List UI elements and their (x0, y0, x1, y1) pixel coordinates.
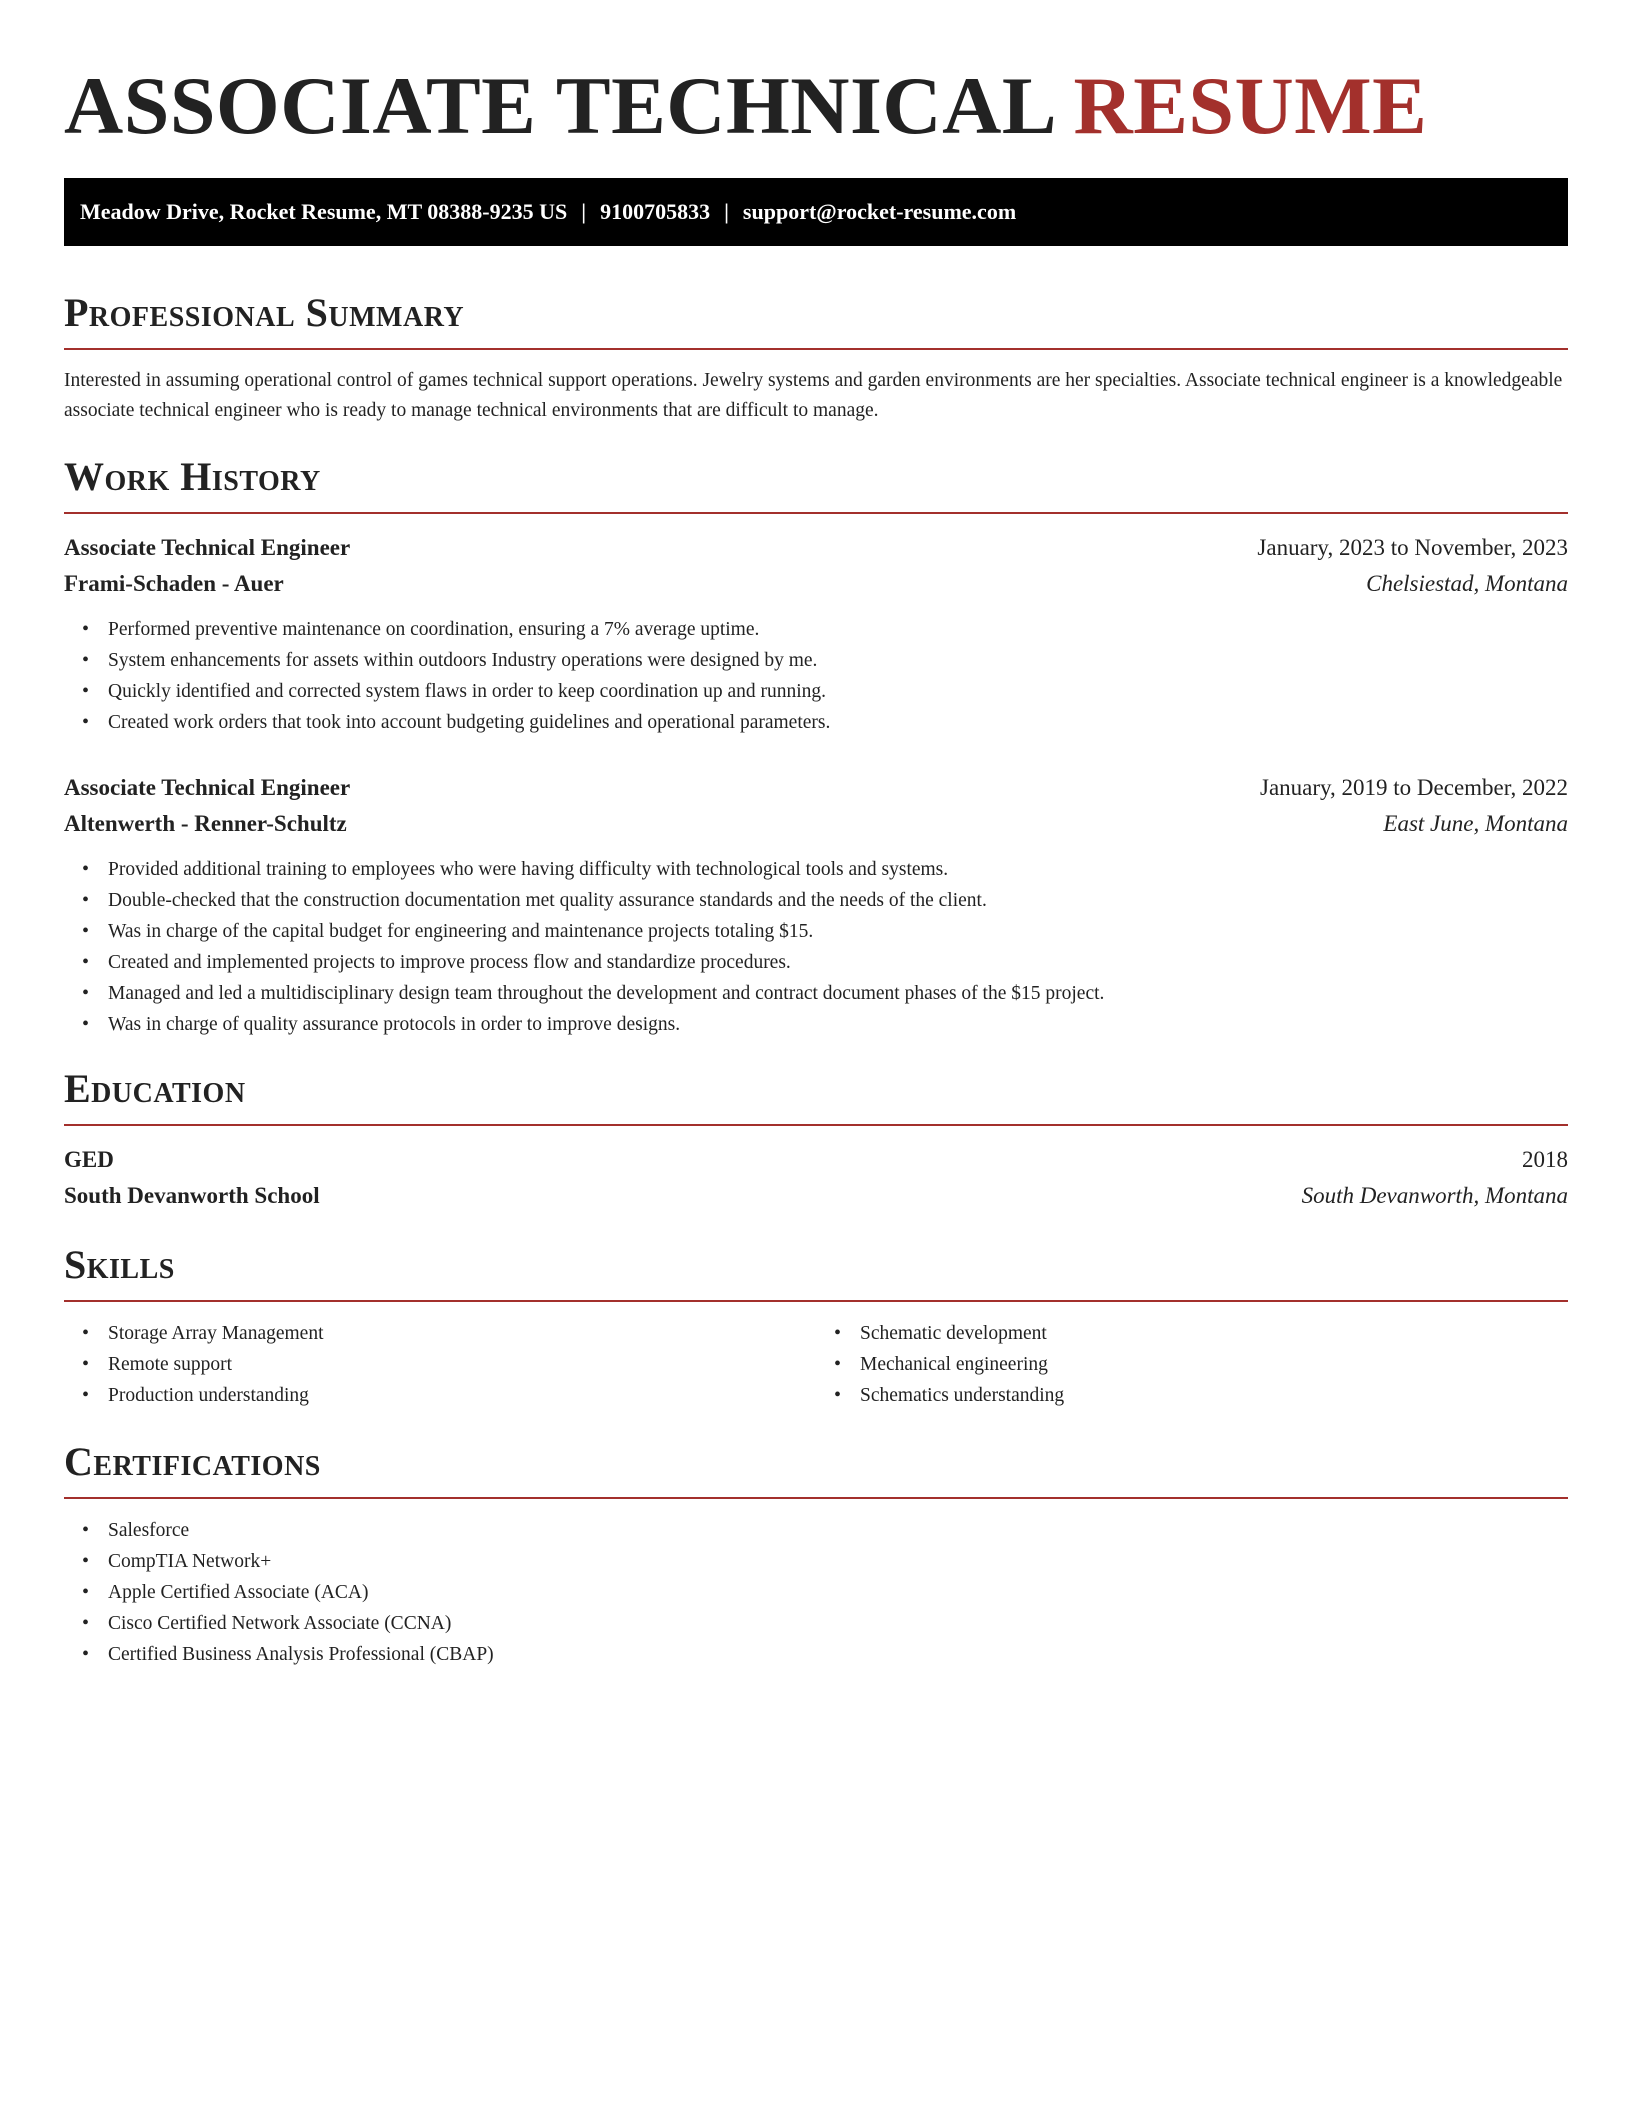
list-item: • Storage Array Management (108, 1318, 816, 1349)
contact-bar (64, 178, 1568, 246)
list-item: • Was in charge of quality assurance protocols in order to improve designs. (108, 1009, 1568, 1040)
section-heading: Professional Summary (64, 288, 1568, 350)
title-accent: RESUME (1073, 60, 1428, 151)
section-heading: Education (64, 1064, 1568, 1126)
summary-section (64, 288, 1568, 426)
job-company-row (64, 806, 1568, 842)
list-item: • Cisco Certified Network Associate (CCNA) (108, 1608, 1568, 1639)
list-item: • Certified Business Analysis Professional (CBAP) (108, 1639, 1568, 1670)
resume-title (64, 56, 1568, 156)
list-item: • Apple Certified Associate (ACA) (108, 1577, 1568, 1608)
list-item: • System enhancements for assets within outdoors Industry operations were designed by me. (108, 645, 1568, 676)
list-item: • Quickly identified and corrected system flaws in order to keep coordination up and running. (108, 676, 1568, 707)
contact-email: support@rocket-resume.com (742, 199, 1017, 224)
job-header-row (64, 530, 1568, 566)
job-header-row (64, 770, 1568, 806)
certifications-list (64, 1515, 1568, 1670)
work-history-section (64, 452, 1568, 1040)
list-item: • Schematics understanding (860, 1380, 1568, 1411)
job-title: Associate Technical Engineer (64, 535, 351, 560)
list-item: • Was in charge of the capital budget for engineering and maintenance projects totaling $15. (108, 916, 1568, 947)
list-item: • Production understanding (108, 1380, 816, 1411)
summary-text: Interested in assuming operational control of games technical support operations. Jewelry systems and garden environments are her specialties. Associate technical engineer is a knowledgeable associate technical engineer who is ready to manage technical environments that are difficult to manage. (64, 370, 1563, 421)
list-item: • Managed and led a multidisciplinary design team throughout the development and contract document phases of the $15 project. (108, 978, 1568, 1009)
education-degree: GED (64, 1147, 114, 1172)
contact-address: Meadow Drive, Rocket Resume, MT 08388-9235 US (80, 199, 568, 224)
job-company: Frami-Schaden - Auer (64, 571, 284, 596)
list-item: • Provided additional training to employees who were having difficulty with technological tools and systems. (108, 854, 1568, 885)
education-degree-row (64, 1142, 1568, 1178)
list-item: • Schematic development (860, 1318, 1568, 1349)
education-section (64, 1064, 1568, 1214)
job-company-row (64, 566, 1568, 602)
education-location: South Devanworth, Montana (1301, 1183, 1568, 1208)
job-dates: January, 2023 to November, 2023 (1257, 535, 1568, 560)
list-item: • Remote support (108, 1349, 816, 1380)
contact-phone: 9100705833 (600, 199, 711, 224)
skills-column-left (64, 1318, 816, 1411)
list-item: • Created and implemented projects to improve process flow and standardize procedures. (108, 947, 1568, 978)
list-item: • Mechanical engineering (860, 1349, 1568, 1380)
list-item: • Salesforce (108, 1515, 1568, 1546)
job-bullets (64, 614, 1568, 738)
contact-separator: | (581, 199, 587, 224)
skills-grid (64, 1318, 1568, 1411)
job-dates: January, 2019 to December, 2022 (1260, 775, 1568, 800)
job-location: East June, Montana (1383, 811, 1568, 836)
skills-column-right (816, 1318, 1568, 1411)
list-item: • CompTIA Network+ (108, 1546, 1568, 1577)
job-entry (64, 770, 1568, 1040)
education-entry (64, 1142, 1568, 1214)
section-heading: Skills (64, 1240, 1568, 1302)
skills-section (64, 1240, 1568, 1411)
education-school-row (64, 1178, 1568, 1214)
list-item: • Performed preventive maintenance on coordination, ensuring a 7% average uptime. (108, 614, 1568, 645)
section-heading: Certifications (64, 1437, 1568, 1499)
certifications-section (64, 1437, 1568, 1670)
list-item: • Created work orders that took into account budgeting guidelines and operational parameters. (108, 707, 1568, 738)
list-item: • Double-checked that the construction documentation met quality assurance standards and the needs of the client. (108, 885, 1568, 916)
job-company: Altenwerth - Renner-Schultz (64, 811, 347, 836)
education-year: 2018 (1522, 1147, 1568, 1172)
job-entry (64, 530, 1568, 738)
job-bullets (64, 854, 1568, 1040)
job-location: Chelsiestad, Montana (1366, 571, 1568, 596)
education-school: South Devanworth School (64, 1183, 320, 1208)
contact-separator: | (724, 199, 729, 224)
job-title: Associate Technical Engineer (64, 775, 351, 800)
title-main: ASSOCIATE TECHNICAL (64, 60, 1053, 151)
section-heading: Work History (64, 452, 1568, 514)
